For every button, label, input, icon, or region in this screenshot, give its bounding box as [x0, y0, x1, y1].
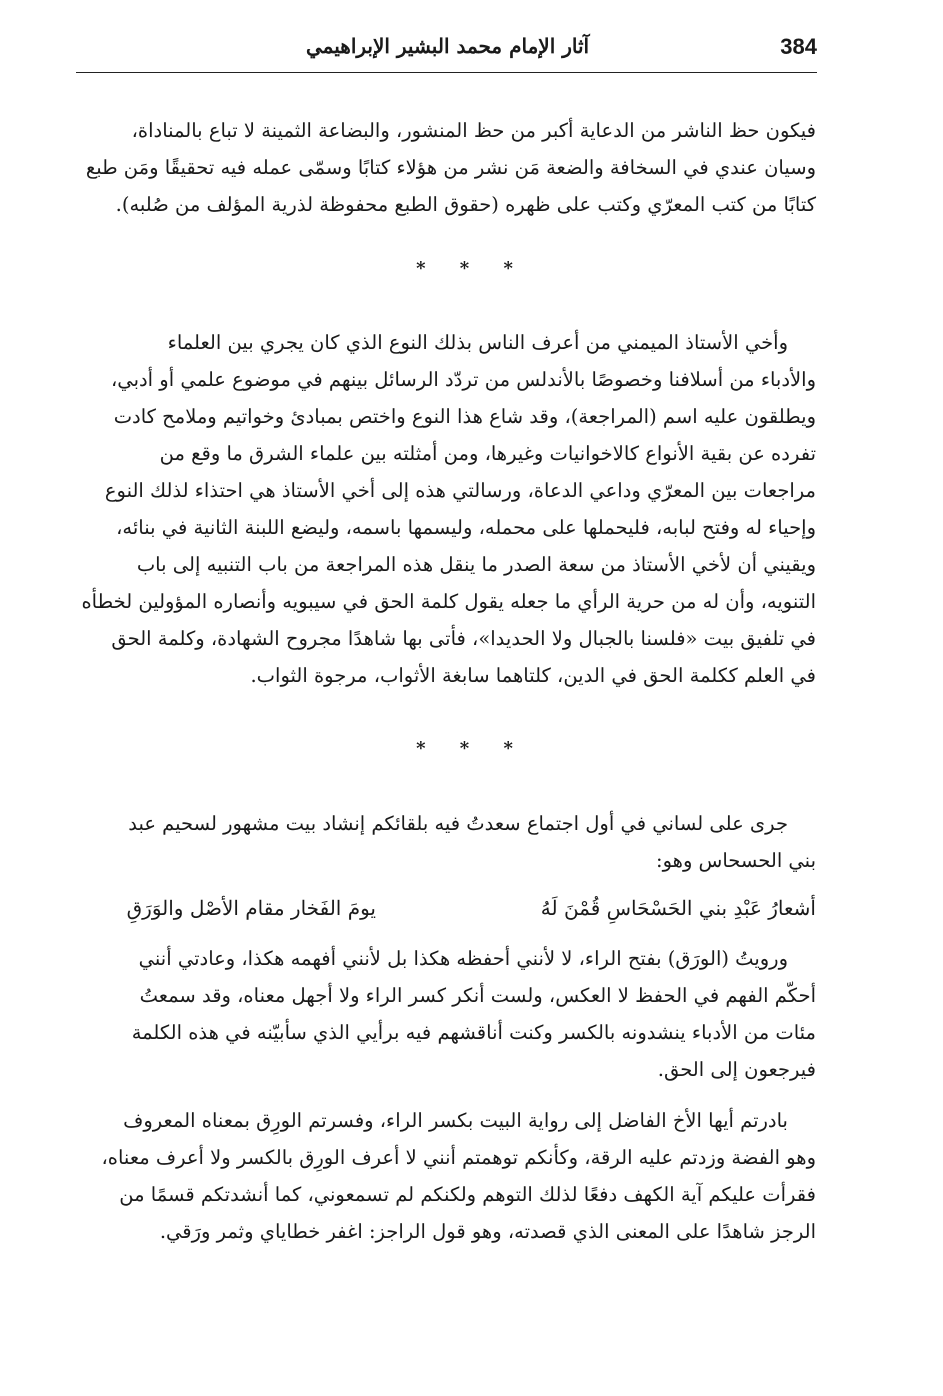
paragraph-text: وأخي الأستاذ الميمني من أعرف الناس بذلك النوع الذي كان يجري بين العلماء والأدباء من أسلافنا وخصوصًا بالأندلس من تردّد الرسائل بينهم في موضوع علمي أو أدبي، ويطلقون عليه اسم (المراجعة)، وقد شاع هذا النوع واختص بمبادئ وخواتيم وملامح كادت تفرده عن بقية الأنواع كالاخوانيات وغيرها، ومن أمثلته بين علماء الشرق ما وقع من مراجعات بين المعرّي وداعي الدعاة، ورسالتي هذه إلى أخي الأستاذ هي احتذاء لذلك النوع وإحياء له وفتح لبابه، فليحملها على محمله، وليسمها باسمه، وليضع اللبنة الثانية في بنائه، ويقيني أن لأخي الأستاذ من سعة الصدر ما ينقل هذه المراجعة من باب التنبيه إلى باب التنويه، وأن له من حرية الرأي ما جعله يقول كلمة الحق في سيبويه وأنصاره المؤولين لخطأه في تلفيق بيت «فلسنا بالجبال ولا الحديدا»، فأتى بها شاهدًا مجروح الشهادة، وكلمة الحق في العلم ككلمة الحق في الدين، كلتاهما سابغة الأثواب، مرجوة الثواب.: [81, 331, 816, 687]
paragraph-1: [78, 112, 816, 223]
paragraph-text: فيكون حظ الناشر من الدعاية أكبر من حظ المنشور، والبضاعة الثمينة لا تباع بالمناداة، وسيان عندي في السخافة والضعة مَن نشر من هؤلاء كتابًا وسمّى عمله فيه تحقيقًا ومَن طبع كتابًا من كتب المعرّي وكتب على ظهره (حقوق الطبع محفوظة لذرية المؤلف من صُلبه).: [85, 119, 816, 216]
section-separator: * * *: [416, 738, 527, 759]
paragraph-text: ورويتُ (الورَق) بفتح الراء، لا لأنني أحفظه هكذا بل لأنني أفهمه هكذا، وعادتي أنني أحكّم الفهم في الحفظ لا العكس، ولست أنكر كسر الراء ولا أجهل معناه، وقد سمعتُ مئات من الأدباء ينشدونه بالكسر وكنت أناقشهم فيه برأيي الذي سأبيّنه في هذه الكلمة فيرجعون إلى الحق.: [131, 947, 816, 1081]
section-separator: * * *: [416, 258, 527, 279]
page-header: [76, 28, 817, 73]
poetry-verse: [78, 888, 816, 928]
page-number: 384: [780, 34, 817, 59]
paragraph-text: جرى على لساني في أول اجتماع سعدتُ فيه بلقائكم إنشاد بيت مشهور لسحيم عبد بني الحسحاس وهو:: [128, 812, 816, 872]
paragraph-text: بادرتم أيها الأخ الفاضل إلى رواية البيت بكسر الراء، وفسرتم الورِق بمعناه المعروف وهو الفضة وزدتم عليه الرقة، وكأنكم توهمتم أنني لا أعرف الورِق بالكسر ولا أعرف معناه، فقرأت عليكم آية الكهف دفعًا لذلك التوهم ولكنكم لم تسمعوني، كما أنشدتكم قسمًا من الرجز شاهدًا على المعنى الذي قصدته، وهو قول الراجز: اغفر خطاياي وثمر ورَقي.: [101, 1109, 816, 1243]
verse-second-hemistich: يومَ الفَخار مقام الأصْل والوَرَقِ: [126, 896, 376, 920]
paragraph-3: [78, 805, 816, 879]
paragraph-4: [78, 940, 816, 1088]
paragraph-2: [78, 324, 816, 694]
verse-first-hemistich: أشعارُ عَبْدِ بني الحَسْحَاسِ قُمْنَ لَهُ: [540, 896, 816, 920]
running-title: آثار الإمام محمد البشير الإبراهيمي: [306, 34, 590, 58]
paragraph-5: [78, 1102, 816, 1250]
